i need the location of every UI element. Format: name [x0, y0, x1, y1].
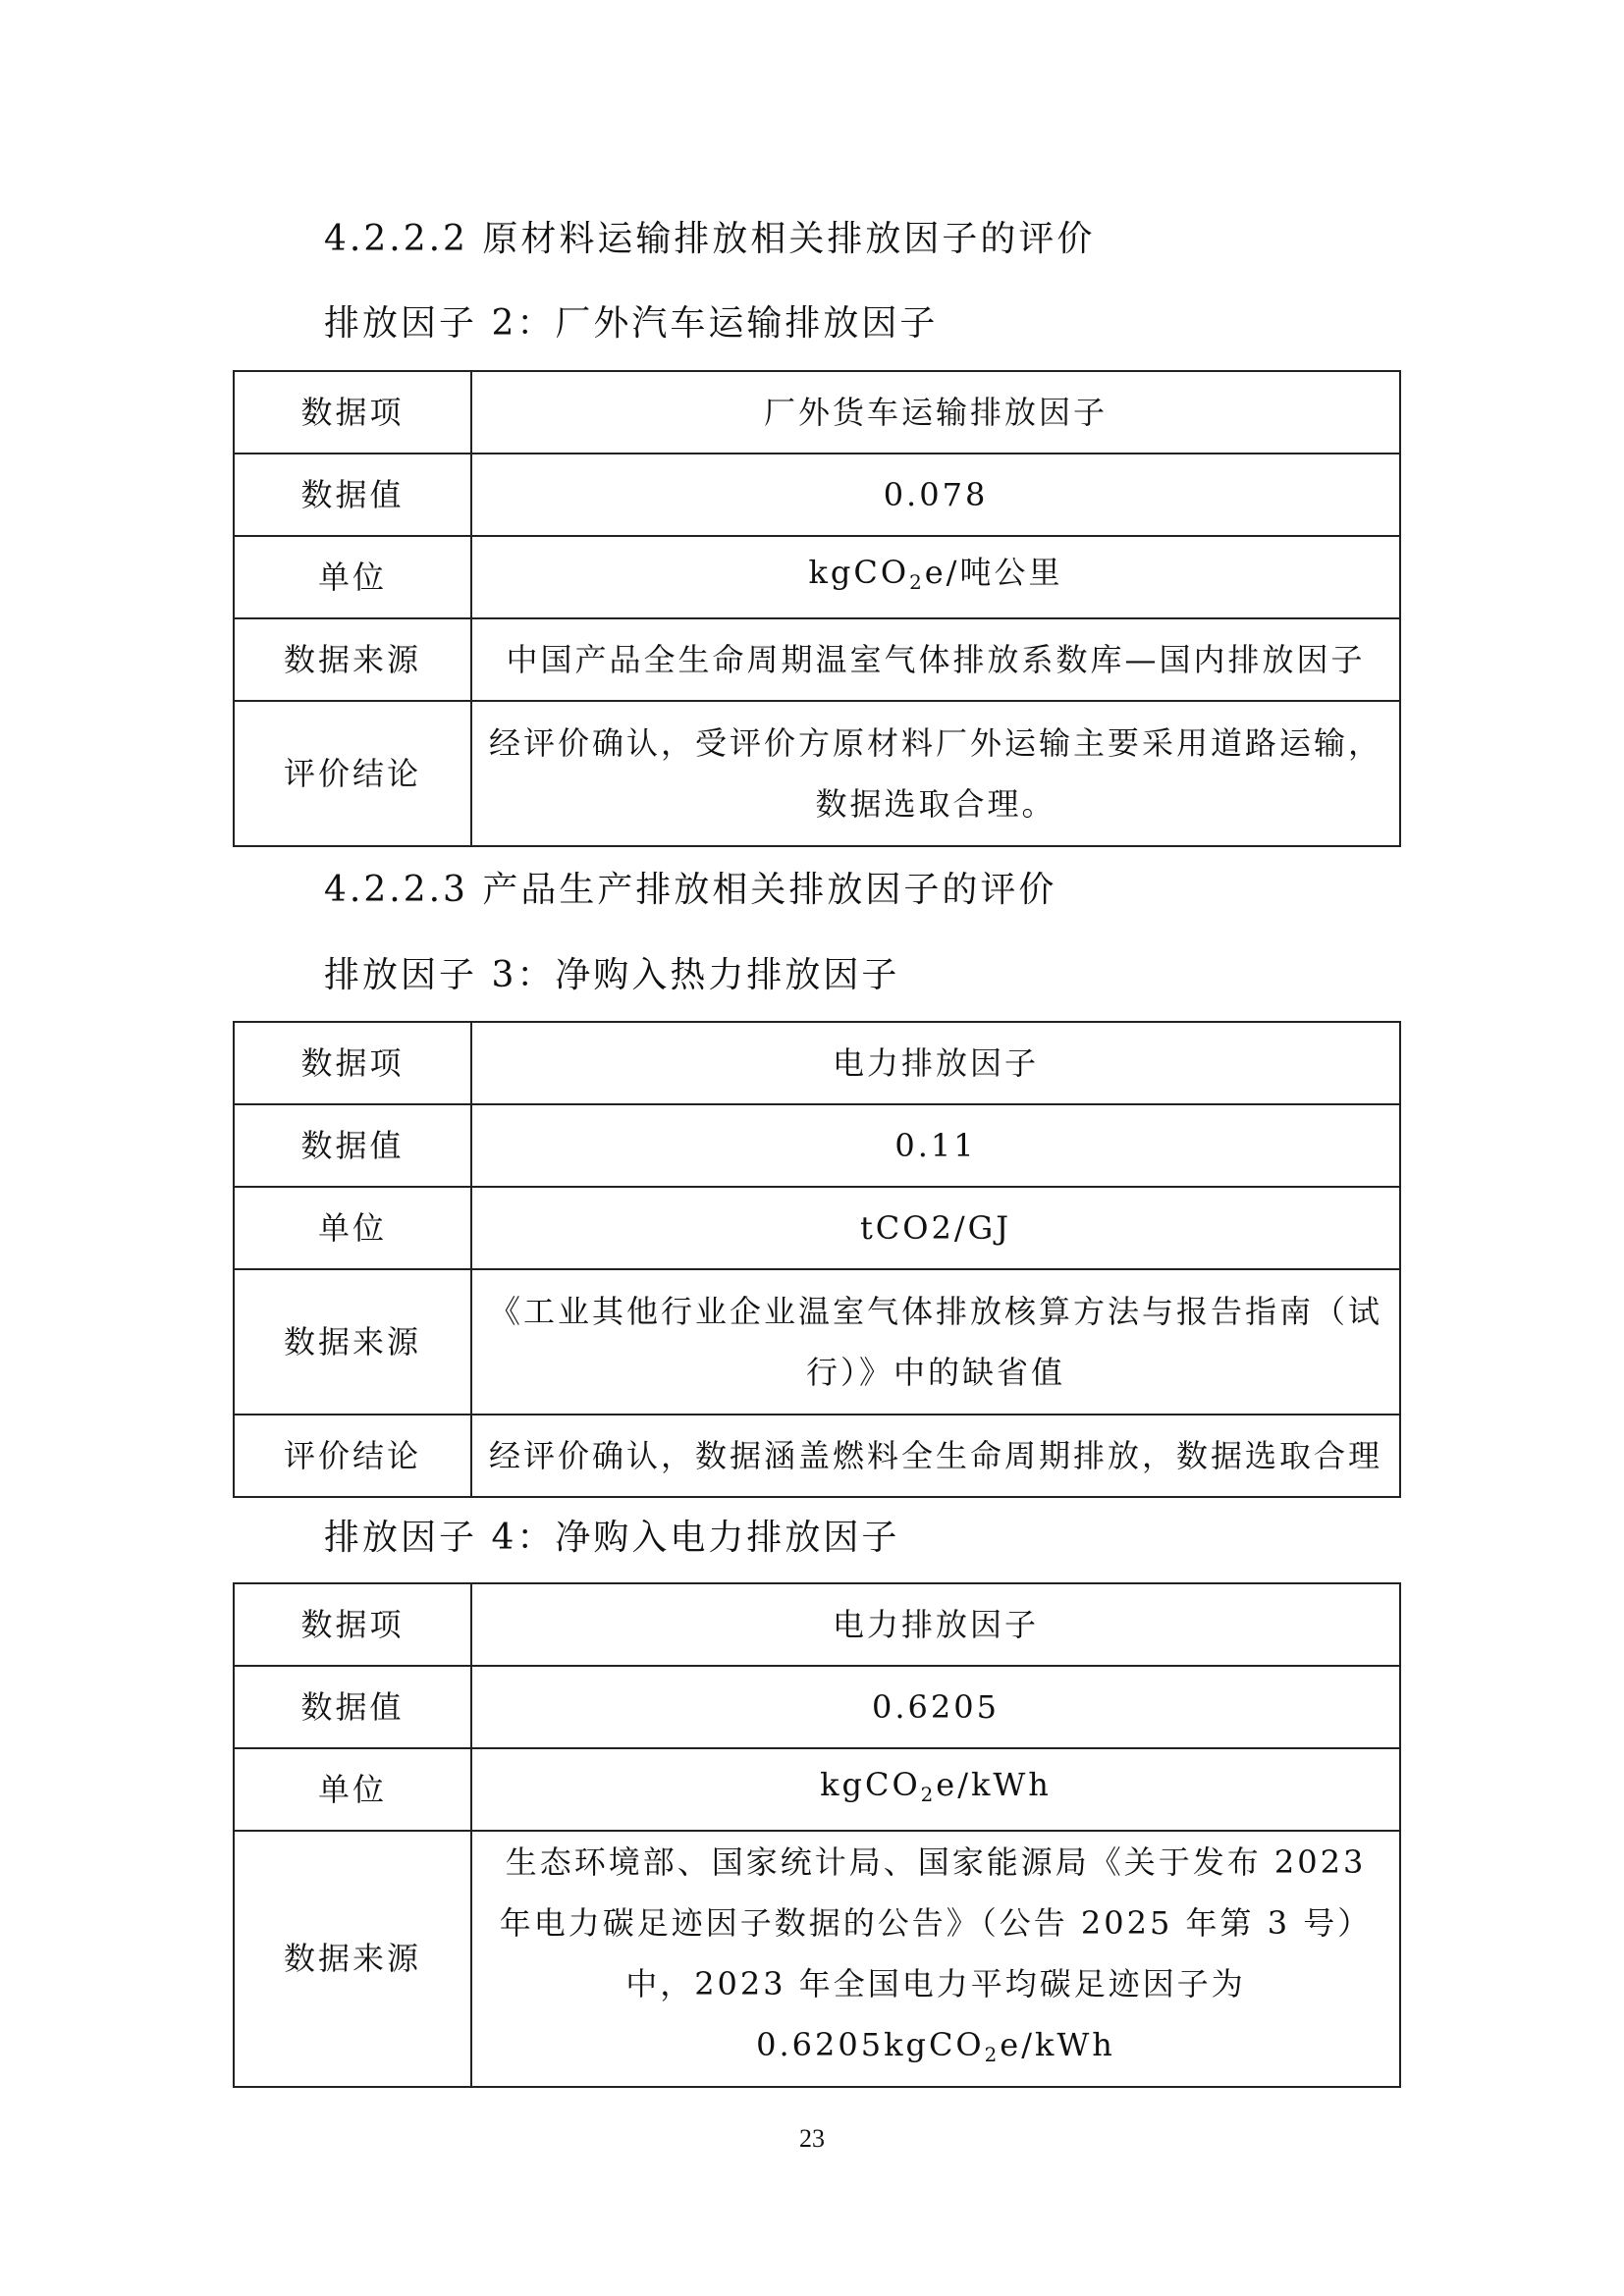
unit-text: e/吨公里	[924, 553, 1063, 591]
unit-text: e/kWh	[936, 1765, 1052, 1803]
row-value: 0.6205	[471, 1666, 1400, 1748]
source-text: e/kWh	[1000, 2026, 1115, 2063]
row-key: 评价结论	[234, 1415, 471, 1497]
table-row	[234, 1831, 1400, 2087]
factor4-table	[233, 1582, 1401, 2088]
table-row	[234, 371, 1400, 454]
table-row	[234, 618, 1400, 701]
unit-text: kgCO	[820, 1765, 921, 1803]
factor3-title: 排放因子 3：净购入热力排放因子	[324, 955, 900, 995]
row-value: 《工业其他行业企业温室气体排放核算方法与报告指南（试行）》中的缺省值	[471, 1269, 1400, 1415]
section-heading-4-2-2-3: 4.2.2.3 产品生产排放相关排放因子的评价	[324, 870, 1057, 910]
row-key: 数据值	[234, 1666, 471, 1748]
table-row	[234, 1415, 1400, 1497]
row-key: 数据值	[234, 454, 471, 536]
row-key: 数据来源	[234, 618, 471, 701]
table-row	[234, 1666, 1400, 1748]
unit-subscript: 2	[909, 570, 925, 594]
row-value: 中国产品全生命周期温室气体排放系数库—国内排放因子	[471, 618, 1400, 701]
row-key: 数据项	[234, 371, 471, 454]
unit-value	[471, 1748, 1400, 1831]
row-key: 单位	[234, 1187, 471, 1269]
source-text: 生态环境部、国家统计局、国家能源局《关于发布 2023 年电力碳足迹因子数据的公告》（公告 2025 年第 3 号）中，2023 年全国电力平均碳足迹因子为 0.6205kgCO	[499, 1843, 1373, 2063]
row-value: 0.078	[471, 454, 1400, 536]
row-value: 电力排放因子	[471, 1583, 1400, 1666]
source-subscript: 2	[984, 2043, 1001, 2066]
unit-text: kgCO	[808, 553, 910, 591]
row-value: 经评价确认，受评价方原材料厂外运输主要采用道路运输，数据选取合理。	[471, 701, 1400, 846]
table-row	[234, 454, 1400, 536]
table-row	[234, 1748, 1400, 1831]
factor4-title: 排放因子 4：净购入电力排放因子	[324, 1518, 900, 1558]
factor2-table	[233, 370, 1401, 847]
row-key: 评价结论	[234, 701, 471, 846]
source-value	[471, 1831, 1400, 2087]
table-row	[234, 1269, 1400, 1415]
unit-value	[471, 536, 1400, 618]
row-value: 电力排放因子	[471, 1022, 1400, 1104]
row-key: 数据项	[234, 1022, 471, 1104]
row-value: 0.11	[471, 1104, 1400, 1187]
row-key: 数据来源	[234, 1831, 471, 2087]
row-key: 数据值	[234, 1104, 471, 1187]
row-value: 厂外货车运输排放因子	[471, 371, 1400, 454]
row-key: 数据来源	[234, 1269, 471, 1415]
table-row	[234, 701, 1400, 846]
table-row	[234, 1022, 1400, 1104]
row-value: 经评价确认，数据涵盖燃料全生命周期排放，数据选取合理	[471, 1415, 1400, 1497]
page-number: 23	[799, 2124, 825, 2153]
factor3-table	[233, 1021, 1401, 1498]
section-heading-4-2-2-2: 4.2.2.2 原材料运输排放相关排放因子的评价	[324, 219, 1096, 259]
table-row	[234, 1104, 1400, 1187]
factor2-title: 排放因子 2：厂外汽车运输排放因子	[324, 303, 939, 344]
row-value: tCO2/GJ	[471, 1187, 1400, 1269]
unit-subscript: 2	[920, 1783, 937, 1806]
table-row	[234, 536, 1400, 618]
row-key: 单位	[234, 536, 471, 618]
table-row	[234, 1583, 1400, 1666]
table-row	[234, 1187, 1400, 1269]
row-key: 数据项	[234, 1583, 471, 1666]
row-key: 单位	[234, 1748, 471, 1831]
